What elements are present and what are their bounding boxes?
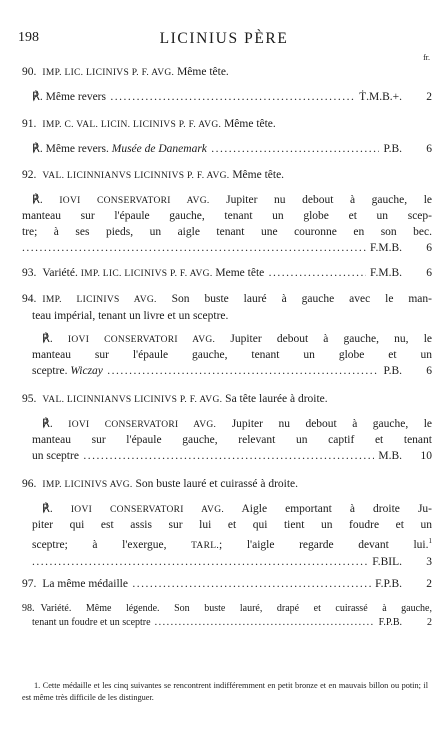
description: Sa tête laurée à droite. [225, 393, 328, 405]
entry-number: 98. [22, 603, 35, 614]
description-tail: ; l'aigle regarde devant lui. [219, 538, 429, 551]
description-line: sceptre; à l'exergue, [32, 538, 167, 551]
price: 10 [420, 450, 432, 462]
rarity-value: F.M.B. [370, 267, 402, 279]
reverse-symbol: ℟. [42, 418, 53, 430]
description-line: Jupiter debout à gauche, nu, le [230, 333, 432, 345]
rarity-value: M.B. [378, 450, 402, 462]
description-line: Son buste lauré à gauche avec le man- [171, 293, 432, 305]
price: 3 [426, 555, 432, 568]
description: Meme tête [215, 267, 265, 279]
description-line: Jupiter nu debout à gauche, le [231, 418, 433, 430]
entry-95 [22, 391, 432, 408]
rarity-value: F.P.B. [378, 617, 402, 628]
entry-94-reverse-cont [22, 347, 432, 379]
price: 2 [427, 617, 432, 628]
entry-number: 96. [22, 478, 37, 490]
entry-91-reverse [22, 141, 432, 157]
reverse-symbol: ℟. [32, 91, 43, 103]
page-title: LICINIUS PÈRE [159, 30, 289, 47]
price: 2 [426, 91, 432, 103]
variety-label: Variété. [42, 267, 78, 279]
entry-96-reverse [22, 501, 432, 518]
reverse-legend: IOVI CONSERVATORI AVG. [68, 420, 217, 430]
rarity-value: Ṫ.M.B.+. [359, 91, 402, 103]
description-line: manteau sur l'épaule gauche, tenant un globe et un [32, 349, 432, 361]
description: Même tête. [232, 169, 285, 181]
entry-90-reverse [22, 89, 432, 105]
price: 2 [426, 578, 432, 590]
description-line: manteau sur l'épaule gauche, relevant un captif et tenant [32, 434, 432, 446]
price: 6 [426, 143, 432, 155]
reverse-legend: IOVI CONSERVATORI AVG. [70, 505, 225, 515]
description-line: Variété. Même légende. Son buste lauré, drapé et cuirassé à gauche, [40, 603, 432, 614]
obverse-legend: IMP. LICINIVS AVG. [42, 480, 133, 490]
entry-95-reverse-cont [22, 432, 432, 464]
collection-name: Wiczay [70, 365, 103, 377]
obverse-legend: IMP. C. VAL. LICIN. LICINIVS P. F. AVG. [42, 120, 222, 130]
entry-93 [22, 265, 432, 282]
reverse-legend: IOVI CONSERVATORI AVG. [67, 335, 216, 345]
entry-96 [22, 476, 432, 493]
column-heading: fr. [423, 53, 430, 62]
entry-number: 91. [22, 118, 37, 130]
price: 6 [426, 267, 432, 279]
obverse-legend: IMP. LIC. LICINIVS P. F. AVG. [42, 68, 175, 78]
collection-name: Musée de Danemark [111, 143, 207, 155]
entry-94-reverse [22, 331, 432, 348]
reverse-legend: IOVI CONSERVATORI AVG. [59, 196, 210, 206]
rarity-value: P.B. [383, 365, 402, 377]
footnote-text: Cette médaille et les cinq suivantes se rencontrent indifféremment en petit bronze et en mauvais billon ou potin; il est même très difficile de les distinguer. [22, 681, 429, 702]
reverse-symbol: ℟. [32, 194, 43, 206]
entry-number: 93. [22, 267, 37, 279]
entry-number: 95. [22, 393, 37, 405]
description-line: piter qui est assis sur lui et qui tient un foudre et un [32, 519, 432, 531]
exergue-legend: TARL. [191, 540, 220, 551]
page-header [18, 30, 430, 50]
rarity-value: P.B. [383, 143, 402, 155]
reverse-symbol: ℟. [32, 143, 43, 155]
entry-90 [22, 64, 432, 81]
entry-96-reverse-cont [22, 517, 432, 570]
rarity-value: F.BIL. [372, 555, 402, 568]
description: Même revers. [45, 143, 109, 155]
rarity-value: F.P.B. [375, 578, 402, 590]
footnote-marker: 1. [34, 681, 41, 690]
entry-97 [22, 576, 432, 592]
description-line: tenant un foudre et un sceptre [32, 617, 151, 628]
entry-number: 97. [22, 578, 37, 590]
page-number: 198 [18, 30, 39, 45]
entry-95-reverse [22, 416, 432, 433]
obverse-legend: VAL. LICINNIANVS LICINNIVS P. F. AVG. [42, 171, 230, 181]
description-line: Jupiter nu debout à gauche, le [226, 194, 432, 206]
description-line: tre; à ses pieds, un aigle tenant une couronne en son bec. [22, 226, 432, 238]
description: La même médaille [42, 578, 128, 590]
description-line: teau impérial, tenant un livre et un sceptre. [32, 310, 229, 322]
description: Même tête. [177, 66, 229, 78]
description-line: sceptre. [32, 365, 68, 377]
description-line: manteau sur l'épaule gauche, tenant un globe et un scep- [22, 210, 432, 222]
entry-number: 94. [22, 293, 37, 305]
rarity-value: F.M.B. [370, 242, 402, 254]
entry-92 [22, 167, 432, 184]
entry-94 [22, 291, 432, 324]
description: Même tête. [224, 118, 276, 130]
entry-92-reverse-cont [22, 208, 432, 256]
obverse-legend: IMP. LICINIVS AVG. [42, 295, 157, 305]
price: 6 [426, 365, 432, 377]
footnote-reference: 1 [428, 537, 432, 545]
obverse-legend: VAL. LICINNIANVS LICINIVS P. F. AVG. [42, 395, 223, 405]
description-line: un sceptre [32, 450, 79, 462]
description: Même revers [45, 91, 106, 103]
footnote [22, 680, 428, 704]
reverse-symbol: ℟. [42, 503, 53, 515]
entry-91 [22, 116, 432, 133]
entry-number: 90. [22, 66, 37, 78]
description-line: Aigle emportant à droite Ju- [241, 503, 433, 515]
description: Son buste lauré et cuirassé à droite. [135, 478, 299, 490]
entry-92-reverse [22, 192, 432, 209]
obverse-legend: IMP. LIC. LICINIVS P. F. AVG. [80, 269, 213, 279]
price: 6 [426, 242, 432, 254]
reverse-symbol: ℟. [42, 333, 53, 345]
entry-98 [22, 602, 432, 630]
entry-number: 92. [22, 169, 37, 181]
